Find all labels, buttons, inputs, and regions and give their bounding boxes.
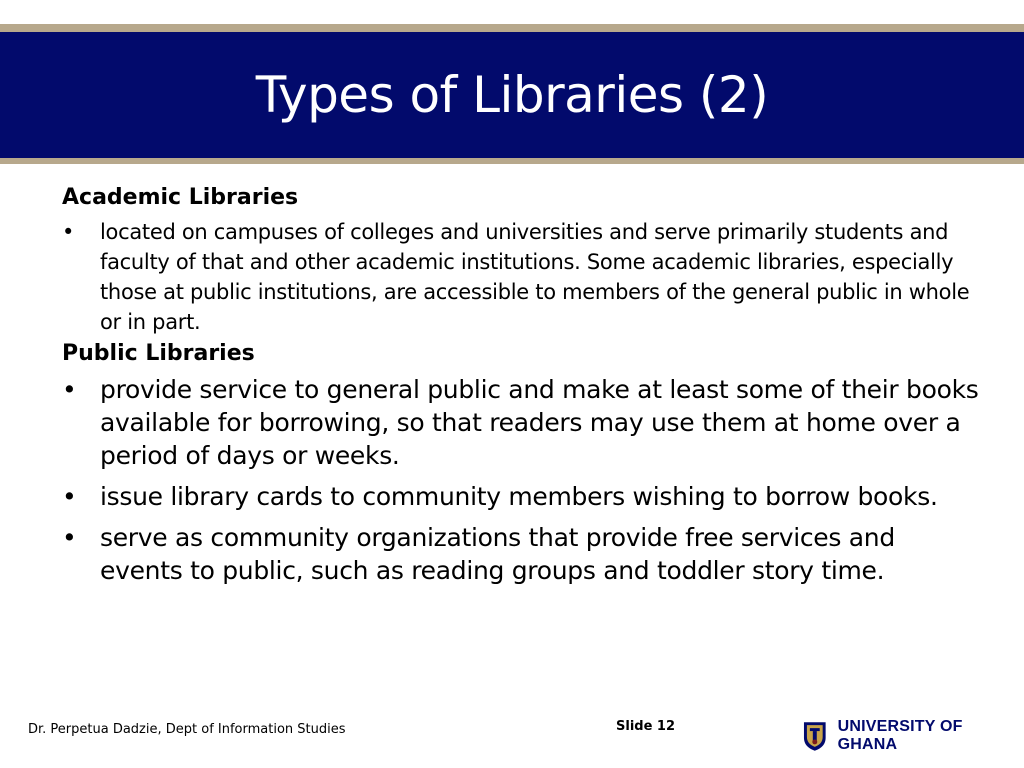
bullet-icon: •	[62, 482, 77, 511]
section-heading-academic: Academic Libraries	[62, 185, 299, 210]
title-bar	[0, 32, 1024, 158]
university-name: UNIVERSITY OF GHANA	[837, 718, 963, 753]
section-heading-public: Public Libraries	[62, 341, 255, 366]
footer-author: Dr. Perpetua Dadzie, Dept of Information Studies	[28, 722, 346, 737]
bullet-item	[62, 217, 982, 337]
bullet-text: provide service to general public and make at least some of their books available for borrowing, so that readers may use them at home over a period of days or weeks.	[100, 375, 979, 470]
university-logo	[802, 718, 1024, 754]
academic-bullet-list	[62, 217, 982, 337]
bullet-icon: •	[62, 375, 77, 404]
bullet-icon: •	[62, 523, 77, 552]
top-accent-rule	[0, 24, 1024, 32]
bullet-text: located on campuses of colleges and universities and serve primarily students and faculty of that and other academic institutions. Some academic libraries, especially those at public institutions, are accessible to members of the general public in whole or in part.	[100, 220, 970, 334]
title-accent-rule	[0, 158, 1024, 164]
slide-title: Types of Libraries (2)	[255, 66, 769, 124]
slide-number: Slide 12	[616, 719, 676, 734]
bullet-text: issue library cards to community members wishing to borrow books.	[100, 482, 938, 511]
bullet-item	[62, 480, 982, 513]
university-crest-icon	[802, 720, 828, 752]
bullet-text: serve as community organizations that provide free services and events to public, such as reading groups and toddler story time.	[100, 523, 895, 585]
bullet-item	[62, 521, 982, 587]
bullet-icon: •	[62, 220, 75, 244]
slide-content	[62, 183, 982, 587]
bullet-item	[62, 373, 982, 472]
public-bullet-list	[62, 373, 982, 587]
